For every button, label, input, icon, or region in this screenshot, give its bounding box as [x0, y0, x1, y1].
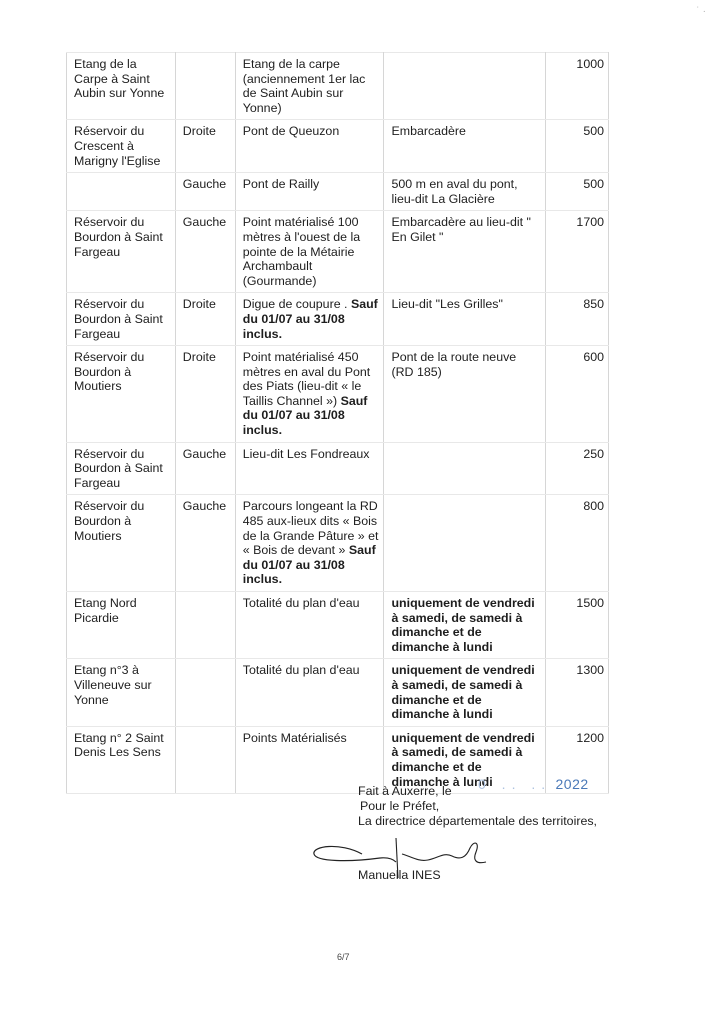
cell-rive: Droite	[175, 120, 235, 173]
role-line: La directrice départementale des territoires,	[358, 814, 597, 828]
cell-lineaire: 600	[546, 346, 609, 443]
cell-limite-aval	[384, 495, 546, 592]
cell-limite-aval: Embarcadère	[384, 120, 546, 173]
period-exception-note: Sauf du 01/07 au 31/08 inclus.	[242, 297, 378, 341]
place-date-line: Fait à Auxerre, le	[358, 784, 452, 798]
cell-limite-aval: Pont de la route neuve (RD 185)	[384, 346, 546, 443]
cell-limite-aval	[384, 442, 546, 495]
table-row	[67, 346, 609, 443]
limite-amont-text: Point matérialisé 100 mètres à l'ouest de la pointe de la Métairie Archambault (Gourmande)	[242, 215, 361, 288]
cell-limite-amont	[235, 293, 384, 346]
cell-lieu	[67, 173, 176, 211]
cell-lieu: Etang n° 2 Saint Denis Les Sens	[67, 726, 176, 793]
prefect-line: Pour le Préfet,	[360, 799, 440, 813]
fishing-permits-table	[66, 52, 609, 794]
cell-lineaire: 1500	[546, 592, 609, 659]
cell-rive	[175, 726, 235, 793]
cell-lineaire: 500	[546, 120, 609, 173]
limite-amont-text: Parcours longeant la RD 485 aux-lieux dits « Bois de la Grande Pâture » et « Bois de devant »	[242, 499, 379, 558]
cell-lieu: Etang n°3 à Villeneuve sur Yonne	[67, 659, 176, 726]
cell-rive: Gauche	[175, 442, 235, 495]
cell-rive	[175, 53, 235, 120]
table-row	[67, 211, 609, 293]
cell-rive: Droite	[175, 293, 235, 346]
cell-lieu: Etang de la Carpe à Saint Aubin sur Yonne	[67, 53, 176, 120]
cell-limite-amont	[235, 442, 384, 495]
cell-limite-aval: 500 m en aval du pont, lieu-dit La Glacière	[384, 173, 546, 211]
signer-name: Manuella INES	[358, 868, 441, 882]
cell-rive	[175, 659, 235, 726]
table-body	[67, 53, 609, 794]
limite-amont-text: Points Matérialisés	[242, 730, 347, 745]
scan-artifact-marks: ˙ ·	[696, 6, 706, 17]
cell-limite-aval	[384, 53, 546, 120]
period-exception-note: Sauf du 01/07 au 31/08 inclus.	[242, 393, 368, 438]
table-row	[67, 173, 609, 211]
cell-lieu: Réservoir du Bourdon à Moutiers	[67, 346, 176, 443]
cell-limite-aval: uniquement de vendredi à samedi, de samedi à dimanche et de dimanche à lundi	[384, 592, 546, 659]
cell-rive: Droite	[175, 346, 235, 443]
cell-limite-aval: Lieu-dit "Les Grilles"	[384, 293, 546, 346]
table-row	[67, 293, 609, 346]
cell-limite-aval: uniquement de vendredi à samedi, de samedi à dimanche et de dimanche à lundi	[384, 726, 546, 793]
cell-lineaire: 250	[546, 442, 609, 495]
table-row	[67, 592, 609, 659]
cell-limite-amont	[235, 120, 384, 173]
table-row	[67, 659, 609, 726]
cell-limite-amont	[235, 211, 384, 293]
date-stamp-year: 2022	[555, 776, 589, 792]
limite-amont-text: Pont de Railly	[242, 177, 320, 192]
cell-lieu: Réservoir du Bourdon à Moutiers	[67, 495, 176, 592]
period-exception-note: Sauf du 01/07 au 31/08 inclus.	[242, 543, 376, 587]
cell-rive	[175, 592, 235, 659]
cell-lieu: Réservoir du Bourdon à Saint Fargeau	[67, 293, 176, 346]
cell-lineaire: 800	[546, 495, 609, 592]
limite-amont-text: Etang de la carpe (anciennement 1er lac de Saint Aubin sur Yonne)	[242, 57, 366, 115]
cell-lineaire: 1300	[546, 659, 609, 726]
date-stamp-faint-digits: 0 .. ..	[478, 776, 552, 792]
cell-limite-aval: uniquement de vendredi à samedi, de samedi à dimanche et de dimanche à lundi	[384, 659, 546, 726]
table-row	[67, 53, 609, 120]
cell-limite-amont	[235, 346, 384, 443]
table-row	[67, 120, 609, 173]
cell-lineaire: 500	[546, 173, 609, 211]
limite-amont-text: Point matérialisé 450 mètres en aval du Pont des Piats (lieu-dit « le Taillis Channel »)	[242, 350, 371, 408]
cell-limite-amont	[235, 495, 384, 592]
cell-rive: Gauche	[175, 211, 235, 293]
limite-amont-text: Digue de coupure .	[242, 297, 348, 312]
cell-lieu: Réservoir du Bourdon à Saint Fargeau	[67, 442, 176, 495]
cell-limite-amont	[235, 659, 384, 726]
cell-lieu: Réservoir du Bourdon à Saint Fargeau	[67, 211, 176, 293]
cell-rive: Gauche	[175, 173, 235, 211]
cell-lieu: Réservoir du Crescent à Marigny l'Eglise	[67, 120, 176, 173]
cell-limite-amont	[235, 53, 384, 120]
cell-lineaire: 1200	[546, 726, 609, 793]
table-row	[67, 442, 609, 495]
cell-lineaire: 1000	[546, 53, 609, 120]
page-number: 6/7	[337, 952, 350, 962]
cell-limite-amont	[235, 173, 384, 211]
cell-rive: Gauche	[175, 495, 235, 592]
cell-lineaire: 850	[546, 293, 609, 346]
limite-amont-text: Totalité du plan d'eau	[242, 596, 360, 610]
signature-block	[358, 784, 597, 829]
table-row	[67, 495, 609, 592]
limite-amont-text: Lieu-dit Les Fondreaux	[242, 446, 370, 461]
cell-limite-aval: Embarcadère au lieu-dit " En Gilet "	[384, 211, 546, 293]
cell-lieu: Etang Nord Picardie	[67, 592, 176, 659]
cell-limite-amont	[235, 592, 384, 659]
limite-amont-text: Totalité du plan d'eau	[242, 663, 360, 678]
cell-lineaire: 1700	[546, 211, 609, 293]
limite-amont-text: Pont de Queuzon	[242, 124, 340, 139]
